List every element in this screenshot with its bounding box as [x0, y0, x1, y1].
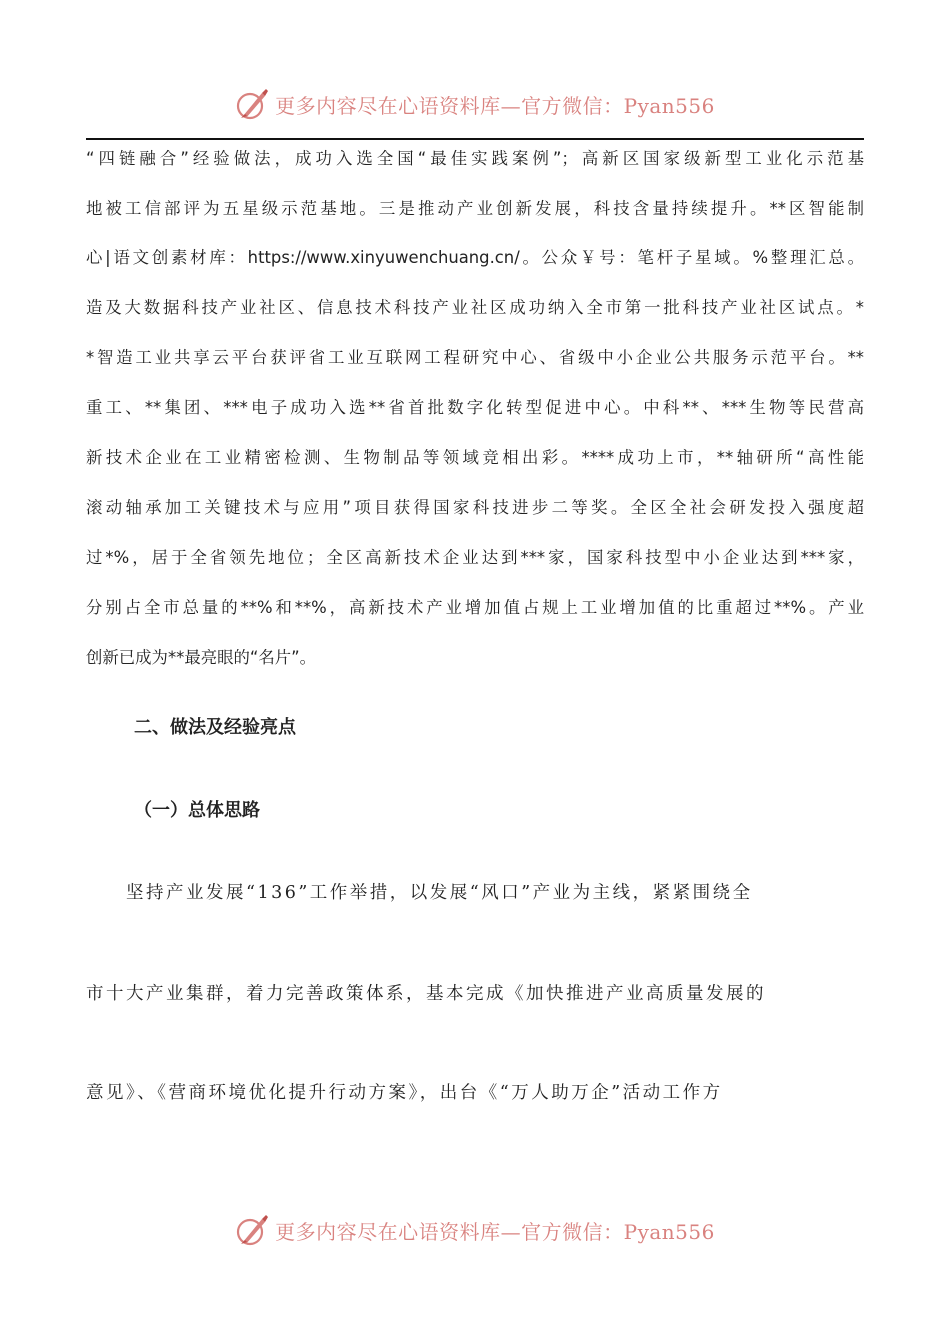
paragraph-line: 重工、**集团、***电子成功入选**省首批数字化转型促进中心。中科**、***生物等民营高: [86, 398, 864, 417]
section-heading: 二、做法及经验亮点: [134, 717, 296, 738]
paragraph-line: *智造工业共享云平台获评省工业互联网工程研究中心、省级中小企业公共服务示范平台。**: [86, 348, 864, 367]
footer-banner: [0, 1208, 950, 1252]
paragraph-line: 心|语文创素材库：https://www.xinyuwenchuang.cn/。公众￥号：笔杆子星域。%整理汇总。: [86, 248, 864, 267]
paragraph-line: 分别占全市总量的**%和**%，高新技术产业增加值占规上工业增加值的比重超过**%。产业: [86, 598, 864, 617]
paragraph-line: 地被工信部评为五星级示范基地。三是推动产业创新发展，科技含量持续提升。**区智能制: [86, 199, 864, 218]
footer-banner-text: 更多内容尽在心语资料库—官方微信：Pyan556: [275, 1219, 715, 1244]
header-banner-text: 更多内容尽在心语资料库—官方微信：Pyan556: [275, 93, 715, 118]
header-banner: [0, 82, 950, 126]
paragraph-line: 创新已成为**最亮眼的“名片”。: [86, 648, 317, 667]
header-divider: [86, 138, 864, 140]
paragraph-line: 市十大产业集群，着力完善政策体系，基本完成《加快推进产业高质量发展的: [86, 984, 766, 1004]
subsection-heading: （一）总体思路: [134, 800, 260, 821]
paragraph-line: 造及大数据科技产业社区、信息技术科技产业社区成功纳入全市第一批科技产业社区试点。*: [86, 298, 864, 317]
quill-pen-icon: [235, 87, 269, 121]
paragraph-line: 滚动轴承加工关键技术与应用”项目获得国家科技进步二等奖。全区全社会研发投入强度超: [86, 498, 864, 517]
paragraph-line: “四链融合”经验做法，成功入选全国“最佳实践案例”；高新区国家级新型工业化示范基: [86, 149, 864, 168]
paragraph-line: 过*%，居于全省领先地位；全区高新技术企业达到***家，国家科技型中小企业达到***家，: [86, 548, 864, 567]
paragraph-line: 坚持产业发展“136”工作举措，以发展“风口”产业为主线，紧紧围绕全: [86, 883, 753, 903]
paragraph-line: 新技术企业在工业精密检测、生物制品等领域竞相出彩。****成功上市，**轴研所“高性能: [86, 448, 864, 467]
paragraph-line: 意见》、《营商环境优化提升行动方案》，出台《“万人助万企”活动工作方: [86, 1083, 723, 1103]
quill-pen-icon: [235, 1213, 269, 1247]
